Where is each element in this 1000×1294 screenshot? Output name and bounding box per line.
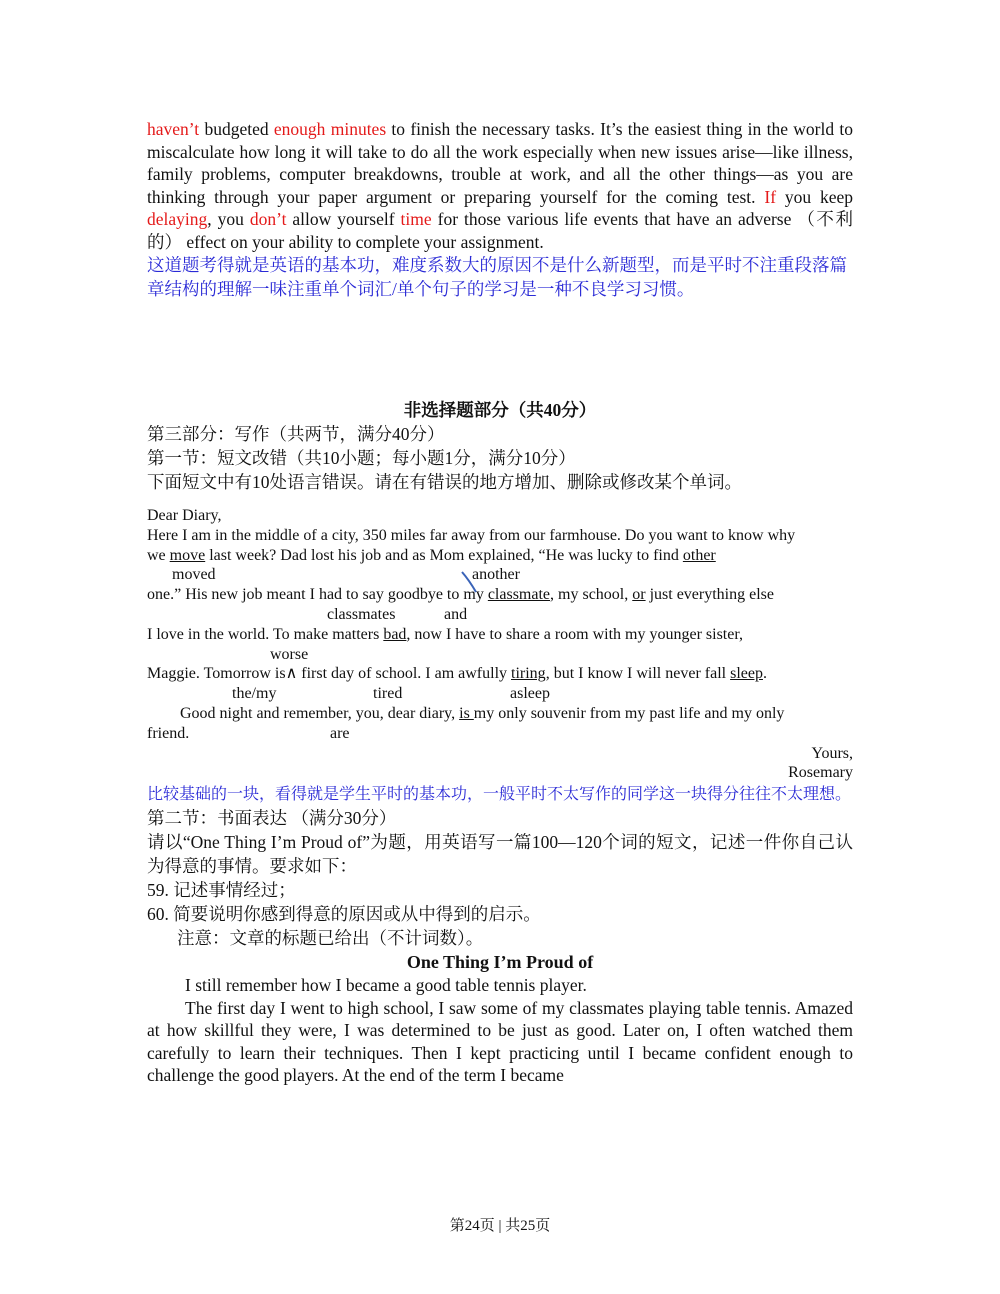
- highlight-text: If: [764, 186, 777, 207]
- section1-instruction: 下面短文中有10处语言错误。请在有错误的地方增加、删除或修改某个单词。: [147, 472, 742, 492]
- diary-line-4: [147, 625, 853, 645]
- text: budgeted: [199, 119, 274, 139]
- pen-stroke-mark: [460, 570, 478, 594]
- text: last week? Dad lost his job and as Mom explained, “He was lucky to find: [205, 546, 683, 564]
- correction-line-3: [147, 605, 853, 625]
- text: , my school,: [550, 586, 633, 604]
- essay-paragraph-2: The first day I went to high school, I saw some of my classmates playing table tennis. Amazed at how skillful they were, I was determined to be just as good. Later on, I often watched them carefully to learn their techniques. Then I kept practicing until I became confident enough to challenge the good players. At the end of the term I became: [147, 997, 853, 1086]
- diary-passage: [147, 506, 853, 783]
- error-word: sleep: [730, 665, 763, 683]
- essay-title: One Thing I’m Proud of: [406, 952, 594, 973]
- page-footer: 第24页 | 共25页: [449, 1218, 551, 1234]
- error-word: tiring: [511, 665, 546, 683]
- text: Maggie. Tomorrow is∧ first day of school. I am awfully: [147, 665, 512, 683]
- diary-sign-1: Yours,: [811, 744, 853, 762]
- essay-paragraph-1: I still remember how I became a good table tennis player.: [185, 975, 587, 996]
- correction: classmates: [327, 605, 396, 623]
- part3-heading: 第三部分：写作（共两节，满分40分）: [147, 424, 445, 444]
- text: friend.: [147, 724, 190, 742]
- text: you keep: [776, 186, 853, 207]
- error-word: other: [682, 546, 716, 564]
- error-word: or: [632, 586, 646, 604]
- page-content: [147, 118, 853, 1087]
- correction: worse: [270, 645, 309, 663]
- spacer: [147, 301, 853, 397]
- text: I love in the world. To make matters: [147, 625, 384, 643]
- correction: asleep: [510, 685, 550, 703]
- text: for those various life events that have an adverse （不利的） effect on your ability to complete your assignment.: [147, 209, 854, 252]
- passage-tail: [147, 118, 853, 253]
- diary-line-6: [147, 704, 853, 724]
- highlight-text: haven’t: [147, 119, 200, 139]
- correction: are: [330, 724, 350, 742]
- correction: moved: [172, 566, 216, 584]
- text: we: [147, 546, 170, 564]
- text: , but I know I will never fall: [545, 665, 731, 683]
- diary-line-5: [147, 664, 853, 684]
- text: Good night and remember, you, dear diary,: [180, 704, 460, 722]
- correction-line-4: [147, 645, 853, 665]
- highlight-text: delaying: [147, 209, 208, 229]
- highlight-text: don’t: [249, 209, 287, 229]
- section2-instruction: 请以“One Thing I’m Proud of”为题，用英语写一篇100—120个词的短文，记述一件你自己认为得意的事情。要求如下：: [147, 832, 853, 877]
- text: just everything else: [645, 586, 774, 604]
- teacher-comment-2: 比较基础的一块，看得就是学生平时的基本功，一般平时不太写作的同学这一块得分往往不太理想。: [147, 786, 852, 804]
- highlight-text: time: [400, 209, 432, 229]
- spacer: [147, 494, 853, 506]
- error-word: move: [169, 546, 206, 564]
- text: .: [762, 665, 767, 683]
- note: 注意：文章的标题已给出（不计词数）。: [177, 928, 484, 949]
- requirement-2: 60. 简要说明你感到得意的原因或从中得到的启示。: [147, 904, 541, 925]
- text: , you: [207, 209, 250, 229]
- correction: the/my: [232, 685, 277, 703]
- diary-line-3: [147, 585, 853, 605]
- diary-sign-2: Rosemary: [788, 764, 853, 782]
- text: my only souvenir from my past life and my only: [473, 704, 785, 722]
- highlight-text: enough minutes: [273, 119, 387, 139]
- correction: another: [472, 566, 520, 584]
- error-word: classmate: [487, 586, 551, 604]
- section2-heading: 第二节：书面表达 （满分30分）: [147, 808, 397, 829]
- text: to finish the necessary tasks. It’s the easiest thing in the world to miscalculate how long it will take to do all the work especially when new issues arise—like illness, family problems, computer breakdowns, trouble at work, and all the other things—as you are thinking through your paper argument or preparing yourself for the coming test.: [147, 119, 853, 207]
- section1-heading: 第一节：短文改错（共10小题；每小题1分，满分10分）: [147, 448, 576, 468]
- correction-line-2: [147, 565, 853, 585]
- text: allow yourself: [286, 209, 401, 229]
- error-word: bad: [383, 625, 407, 643]
- correction: and: [444, 605, 468, 623]
- correction: tired: [373, 685, 403, 703]
- section-title: 非选择题部分（共40分）: [403, 400, 597, 420]
- diary-greeting: Dear Diary,: [147, 507, 222, 524]
- error-word: is: [459, 704, 474, 722]
- diary-line-1: Here I am in the middle of a city, 350 miles far away from our farmhouse. Do you want to know why: [147, 526, 796, 544]
- correction-line-5: [147, 684, 853, 704]
- diary-line-7: [147, 724, 853, 744]
- diary-line-2: [147, 546, 853, 566]
- teacher-comment-1: 这道题考得就是英语的基本功，难度系数大的原因不是什么新题型，而是平时不注重段落篇章结构的理解一味注重单个词汇/单个句子的学习是一种不良学习习惯。: [147, 255, 847, 299]
- text: , now I have to share a room with my younger sister,: [406, 625, 744, 643]
- requirement-1: 59. 记述事情经过；: [147, 880, 296, 901]
- text: one.” His new job meant I had to say goodbye to my: [147, 586, 488, 604]
